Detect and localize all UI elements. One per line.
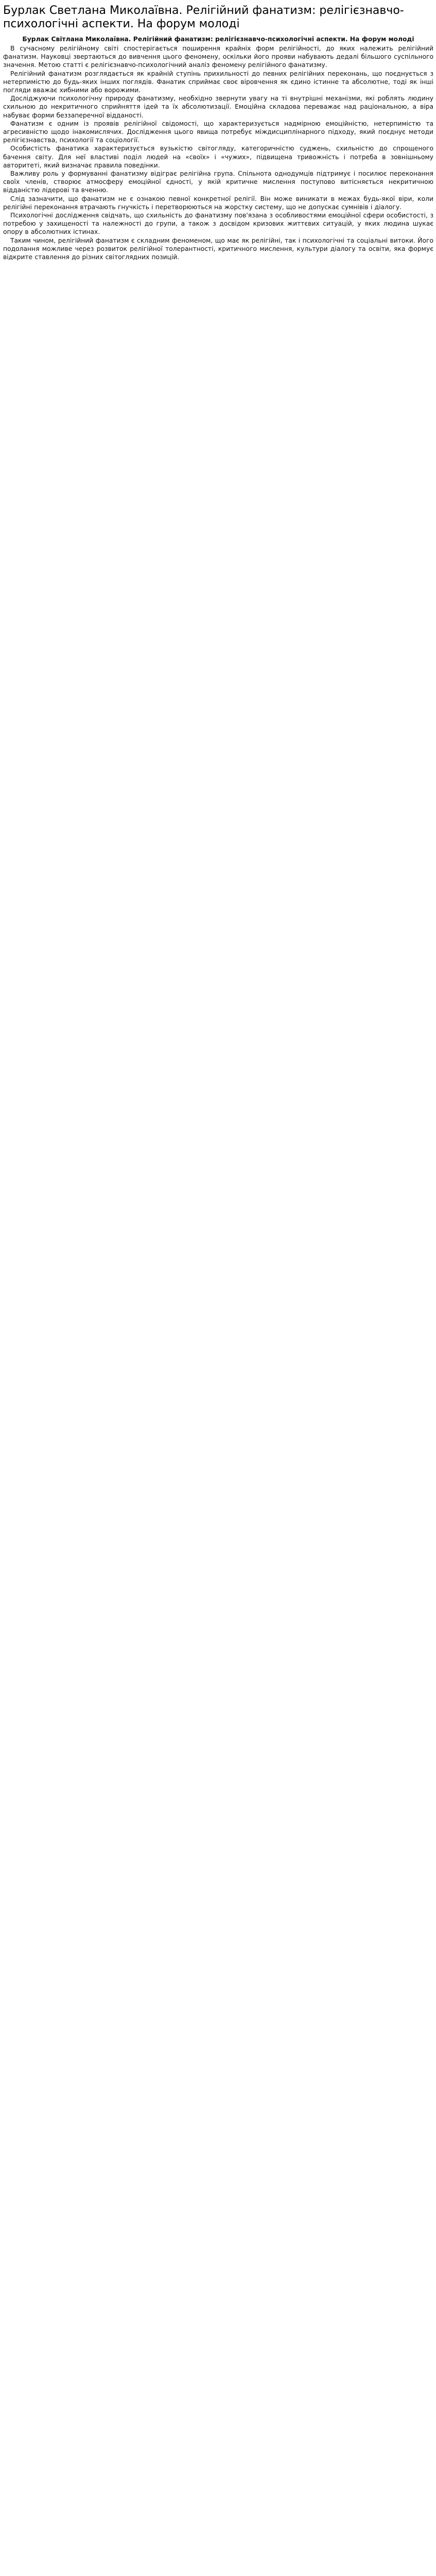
paragraph: Таким чином, релігійний фанатизм є складним феноменом, що має як релігійні, так і психологічні та соціальні витоки. Його подолання можливе через розвиток релігійної толерантності, критичного мислення, культури діалогу та освіти, яка формує відкрите ставлення до різних світоглядних позицій.: [3, 236, 433, 261]
paragraph: Особистість фанатика характеризується вузькістю світогляду, категоричністю суджень, схильністю до спрощеного бачення світу. Для неї властиві поділ людей на «своїх» і «чужих», підвищена тривожність і потреба в зовнішньому авторитеті, який визначає правила поведінки.: [3, 145, 433, 169]
paragraph: Фанатизм є одним із проявів релігійної свідомості, що характеризується надмірною емоційністю, нетерпимістю та агресивністю щодо інакомислячих. Дослідження цього явища потребує міждисциплінарного підходу, який поєднує методи релігієзнавства, психології та соціології.: [3, 120, 433, 144]
page-title: Бурлак Светлана Миколаївна. Релігійний фанатизм: релігієзнавчо-психологічні аспекти. На форум молоді: [3, 4, 404, 30]
document-page: [0, 0, 436, 265]
paragraph: Слід зазначити, що фанатизм не є ознакою певної конкретної релігії. Він може виникати в межах будь-якої віри, коли релігійні переконання втрачають гнучкість і перетворюються на жорстку систему, що не допускає сумнівів і діалогу.: [3, 195, 433, 211]
document-heading: Бурлак Світлана Миколаївна. Релігійний фанатизм: релігієзнавчо-психологічні аспекти. На форум молоді: [22, 36, 414, 43]
document-body: [3, 44, 433, 261]
paragraph: Досліджуючи психологічну природу фанатизму, необхідно звернути увагу на ті внутрішні механізми, які роблять людину схильною до некритичного сприйняття ідей та їх абсолютизації. Емоційна складова переважає над раціональною, а віра набуває форми беззаперечної відданості.: [3, 95, 433, 119]
paragraph: Релігійний фанатизм розглядається як крайній ступінь прихильності до певних релігійних переконань, що поєднується з нетерпимістю до будь-яких інших поглядів. Фанатик сприймає своє віровчення як єдино істинне та абсолютне, тоді як інші погляди вважає хибними або ворожими.: [3, 70, 433, 94]
paragraph: Важливу роль у формуванні фанатизму відіграє релігійна група. Спільнота однодумців підтримує і посилює переконання своїх членів, створює атмосферу емоційної єдності, у якій критичне мислення поступово витісняється некритичною відданістю лідерові та вченню.: [3, 170, 433, 194]
paragraph: Психологічні дослідження свідчать, що схильність до фанатизму пов'язана з особливостями емоційної сфери особистості, з потребою у захищеності та належності до групи, а також з досвідом кризових життєвих ситуацій, у яких людина шукає опору в абсолютних істинах.: [3, 212, 433, 236]
paragraph: В сучасному релігійному світі спостерігається поширення крайніх форм релігійності, до яких належить релігійний фанатизм. Науковці звертаються до вивчення цього феномену, оскільки його прояви набувають дедалі більшого суспільного значення. Метою статті є релігієзнавчо-психологічний аналіз феномену релігійного фанатизму.: [3, 45, 433, 69]
